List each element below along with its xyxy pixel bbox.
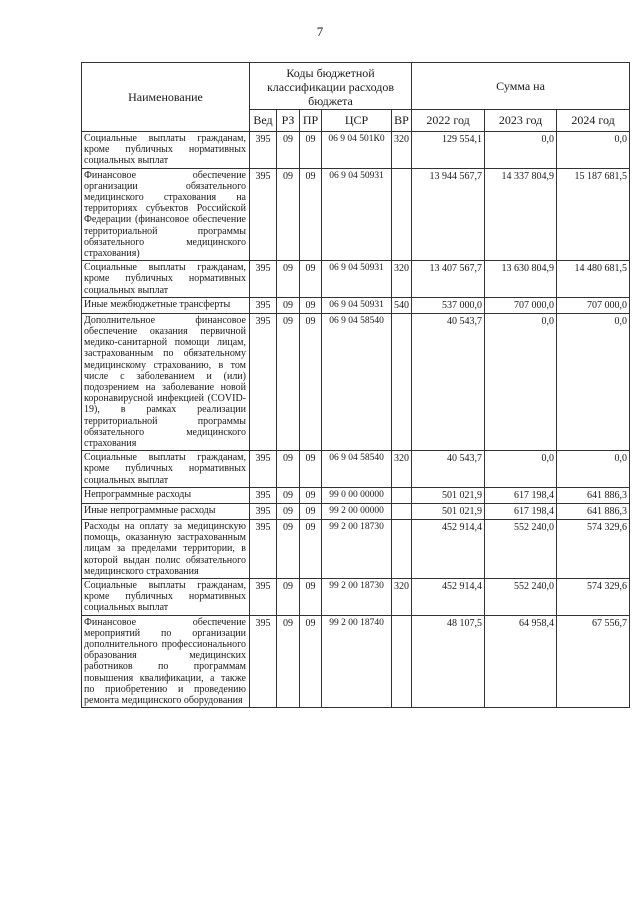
row-name: Финансовое обеспечение организации обязательного медицинского страхования на территориях субъектов Российской Федерации (финансовое обеспечение территориальной программы обязательного медицинского страхования) [82,168,250,261]
row-vr: 320 [392,132,412,169]
row-amount-2023: 617 198,4 [485,503,557,519]
row-pr: 09 [300,503,322,519]
row-ved: 395 [250,261,277,298]
header-year-2022: 2022 год [412,110,485,132]
header-csr: ЦСР [322,110,392,132]
table-row [82,503,630,519]
header-year-2023: 2023 год [485,110,557,132]
row-amount-2023: 552 240,0 [485,578,557,615]
header-codes: Коды бюджетной классификации расходов бюджета [250,63,412,110]
row-amount-2022: 501 021,9 [412,503,485,519]
table-row [82,132,630,169]
row-amount-2022: 40 543,7 [412,451,485,488]
row-csr: 06 9 04 58540 [322,313,392,450]
row-rz: 09 [277,519,300,578]
row-amount-2023: 0,0 [485,451,557,488]
header-vr: ВР [392,110,412,132]
row-amount-2024: 15 187 681,5 [557,168,630,261]
row-amount-2024: 641 886,3 [557,487,630,503]
row-pr: 09 [300,132,322,169]
row-amount-2023: 707 000,0 [485,297,557,313]
row-name: Иные непрограммные расходы [82,503,250,519]
row-ved: 395 [250,297,277,313]
row-vr: 320 [392,261,412,298]
row-ved: 395 [250,132,277,169]
page-number: 7 [316,24,324,39]
row-pr: 09 [300,578,322,615]
row-csr: 06 9 04 50931 [322,297,392,313]
table-row [82,313,630,450]
row-amount-2024: 0,0 [557,313,630,450]
row-amount-2023: 0,0 [485,132,557,169]
header-rz: РЗ [277,110,300,132]
row-amount-2022: 501 021,9 [412,487,485,503]
row-amount-2022: 452 914,4 [412,578,485,615]
row-vr: 320 [392,451,412,488]
row-rz: 09 [277,578,300,615]
row-vr [392,313,412,450]
row-name: Социальные выплаты гражданам, кроме публичных нормативных социальных выплат [82,451,250,488]
table-row [82,168,630,261]
row-name: Социальные выплаты гражданам, кроме публичных нормативных социальных выплат [82,261,250,298]
row-ved: 395 [250,313,277,450]
table-row [82,487,630,503]
row-amount-2024: 0,0 [557,451,630,488]
row-amount-2023: 0,0 [485,313,557,450]
row-ved: 395 [250,578,277,615]
row-ved: 395 [250,503,277,519]
header-ved: Вед [250,110,277,132]
row-amount-2024: 0,0 [557,132,630,169]
header-year-2024: 2024 год [557,110,630,132]
row-amount-2023: 64 958,4 [485,615,557,708]
table-row [82,615,630,708]
row-rz: 09 [277,451,300,488]
row-csr: 06 9 04 50931 [322,168,392,261]
row-pr: 09 [300,451,322,488]
row-csr: 99 2 00 18730 [322,519,392,578]
row-vr [392,503,412,519]
row-csr: 99 2 00 18740 [322,615,392,708]
row-vr: 540 [392,297,412,313]
row-pr: 09 [300,168,322,261]
row-amount-2023: 617 198,4 [485,487,557,503]
row-rz: 09 [277,168,300,261]
header-pr: ПР [300,110,322,132]
row-csr: 99 2 00 18730 [322,578,392,615]
row-pr: 09 [300,615,322,708]
row-amount-2022: 452 914,4 [412,519,485,578]
row-pr: 09 [300,487,322,503]
row-pr: 09 [300,313,322,450]
row-ved: 395 [250,451,277,488]
row-name: Расходы на оплату за медицинскую помощь, оказанную застрахованным лицам за пределами территории, в которой выдан полис обязательного медицинского страхования [82,519,250,578]
row-vr [392,487,412,503]
row-name: Дополнительное финансовое обеспечение оказания первичной медико-санитарной помощи лицам, застрахованным по обязательному медицинскому страхованию, в том числе с заболеванием и (или) подозрением на заболевание новой коронавирусной инфекцией (COVID-19), в рамках реализации территориальной программы обязательного медицинского страхования [82,313,250,450]
row-pr: 09 [300,519,322,578]
row-name: Иные межбюджетные трансферты [82,297,250,313]
row-vr [392,615,412,708]
row-vr [392,519,412,578]
table-row [82,297,630,313]
row-amount-2023: 14 337 804,9 [485,168,557,261]
row-amount-2024: 641 886,3 [557,503,630,519]
row-amount-2024: 14 480 681,5 [557,261,630,298]
row-csr: 06 9 04 50931 [322,261,392,298]
row-rz: 09 [277,615,300,708]
row-amount-2022: 13 407 567,7 [412,261,485,298]
table-row [82,451,630,488]
row-ved: 395 [250,615,277,708]
row-ved: 395 [250,168,277,261]
row-rz: 09 [277,261,300,298]
table-row [82,261,630,298]
header-name: Наименование [82,63,250,132]
row-name: Непрограммные расходы [82,487,250,503]
row-name: Социальные выплаты гражданам, кроме публичных нормативных социальных выплат [82,132,250,169]
row-pr: 09 [300,261,322,298]
row-vr: 320 [392,578,412,615]
row-amount-2023: 552 240,0 [485,519,557,578]
row-amount-2024: 67 556,7 [557,615,630,708]
row-vr [392,168,412,261]
row-rz: 09 [277,313,300,450]
table-row [82,519,630,578]
row-pr: 09 [300,297,322,313]
row-rz: 09 [277,503,300,519]
row-csr: 06 9 04 501К0 [322,132,392,169]
table-row [82,578,630,615]
row-rz: 09 [277,132,300,169]
header-sum: Сумма на [412,63,630,110]
row-amount-2022: 48 107,5 [412,615,485,708]
row-csr: 06 9 04 58540 [322,451,392,488]
row-csr: 99 0 00 00000 [322,487,392,503]
row-csr: 99 2 00 00000 [322,503,392,519]
row-amount-2022: 40 543,7 [412,313,485,450]
row-name: Социальные выплаты гражданам, кроме публичных нормативных социальных выплат [82,578,250,615]
row-ved: 395 [250,519,277,578]
row-amount-2022: 129 554,1 [412,132,485,169]
row-rz: 09 [277,297,300,313]
row-ved: 395 [250,487,277,503]
row-amount-2024: 574 329,6 [557,519,630,578]
row-amount-2022: 537 000,0 [412,297,485,313]
row-amount-2022: 13 944 567,7 [412,168,485,261]
row-amount-2023: 13 630 804,9 [485,261,557,298]
row-amount-2024: 707 000,0 [557,297,630,313]
row-rz: 09 [277,487,300,503]
budget-table [81,62,630,708]
row-amount-2024: 574 329,6 [557,578,630,615]
row-name: Финансовое обеспечение мероприятий по организации дополнительного профессионального образования медицинских работников по программам повышения квалификации, а также по приобретению и проведению ремонта медицинского оборудования [82,615,250,708]
